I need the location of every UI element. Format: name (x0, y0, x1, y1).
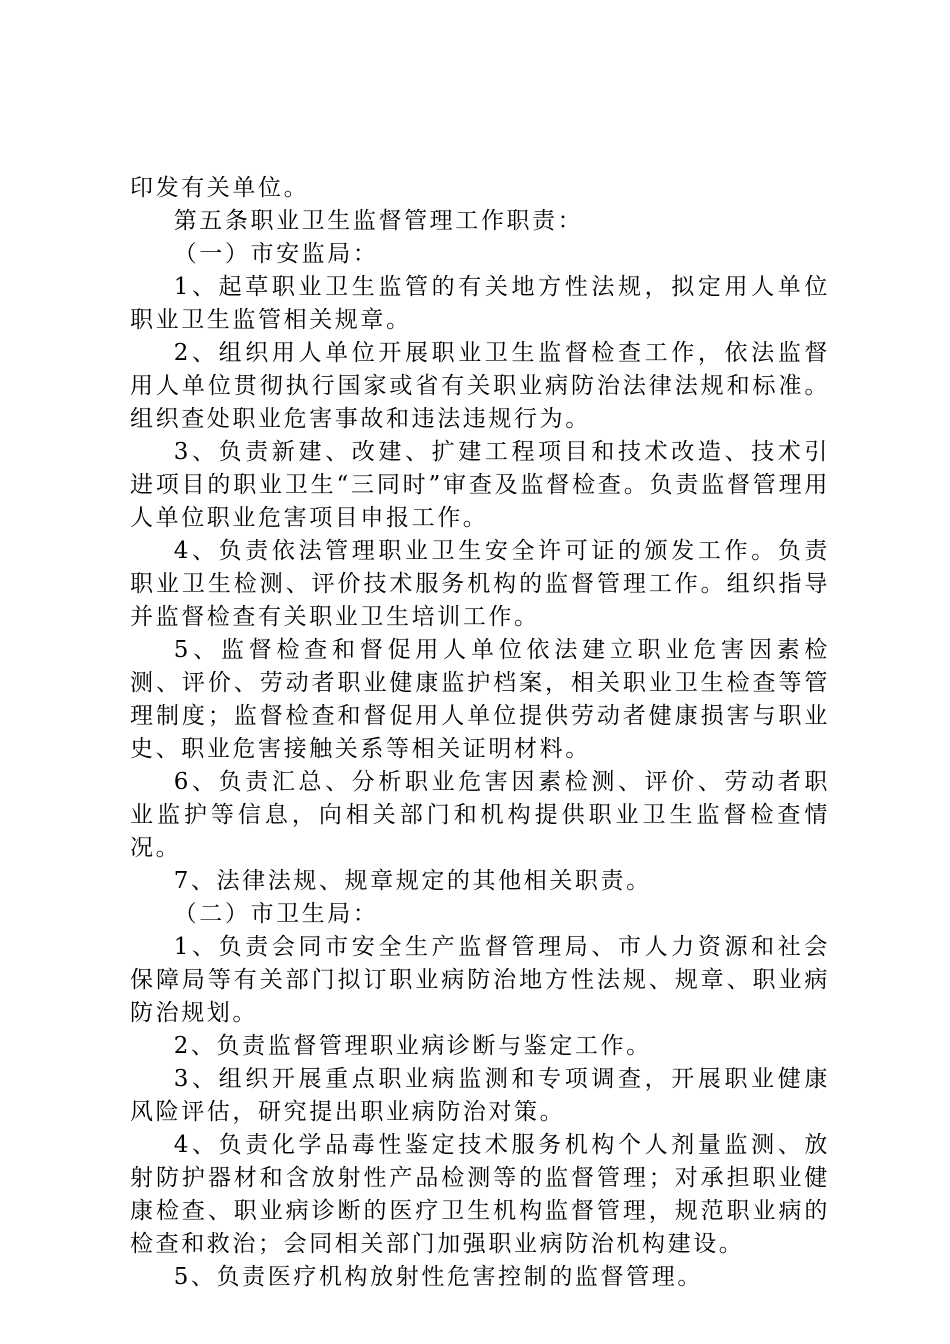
paragraph-safety-item-3: 3、负责新建、改建、扩建工程项目和技术改造、技术引进项目的职业卫生“三同时”审查及监督检查。负责监督管理用人单位职业危害项目申报工作。 (130, 439, 830, 531)
section-heading-safety-bureau: （一）市安监局： (173, 241, 379, 267)
paragraph-health-item-2: 2、负责监督管理职业病诊断与鉴定工作。 (173, 1033, 652, 1059)
paragraph-safety-item-5: 5、监督检查和督促用人单位依法建立职业危害因素检测、评价、劳动者职业健康监护档案，相关职业卫生检查等管理制度；监督检查和督促用人单位提供劳动者健康损害与职业史、职业危害接触关系等相关证明材料。 (130, 637, 830, 762)
paragraph-safety-item-6: 6、负责汇总、分析职业危害因素检测、评价、劳动者职业监护等信息，向相关部门和机构提供职业卫生监督检查情况。 (130, 769, 830, 861)
paragraph-health-item-1: 1、负责会同市安全生产监督管理局、市人力资源和社会保障局等有关部门拟订职业病防治地方性法规、规章、职业病防治规划。 (130, 934, 830, 1026)
paragraph-safety-item-7: 7、法律法规、规章规定的其他相关职责。 (173, 868, 652, 894)
paragraph-safety-item-2: 2、组织用人单位开展职业卫生监督检查工作，依法监督用人单位贯彻执行国家或省有关职业病防治法律法规和标准。组织查处职业危害事故和违法违规行为。 (130, 340, 830, 432)
paragraph-health-item-3: 3、组织开展重点职业病监测和专项调查，开展职业健康风险评估，研究提出职业病防治对策。 (130, 1066, 830, 1125)
paragraph-continuation: 印发有关单位。 (130, 175, 310, 201)
paragraph-health-item-4: 4、负责化学品毒性鉴定技术服务机构个人剂量监测、放射防护器材和含放射性产品检测等的监督管理；对承担职业健康检查、职业病诊断的医疗卫生机构监督管理，规范职业病的检查和救治；会同相关部门加强职业病防治机构建设。 (130, 1132, 830, 1257)
paragraph-safety-item-1: 1、起草职业卫生监管的有关地方性法规，拟定用人单位职业卫生监管相关规章。 (130, 274, 830, 333)
section-heading-health-bureau: （二）市卫生局： (173, 901, 379, 927)
document-body (130, 172, 830, 1294)
paragraph-safety-item-4: 4、负责依法管理职业卫生安全许可证的颁发工作。负责职业卫生检测、评价技术服务机构的监督管理工作。组织指导并监督检查有关职业卫生培训工作。 (130, 538, 830, 630)
article-heading: 第五条职业卫生监督管理工作职责： (173, 208, 584, 234)
paragraph-health-item-5: 5、负责医疗机构放射性危害控制的监督管理。 (173, 1264, 703, 1290)
